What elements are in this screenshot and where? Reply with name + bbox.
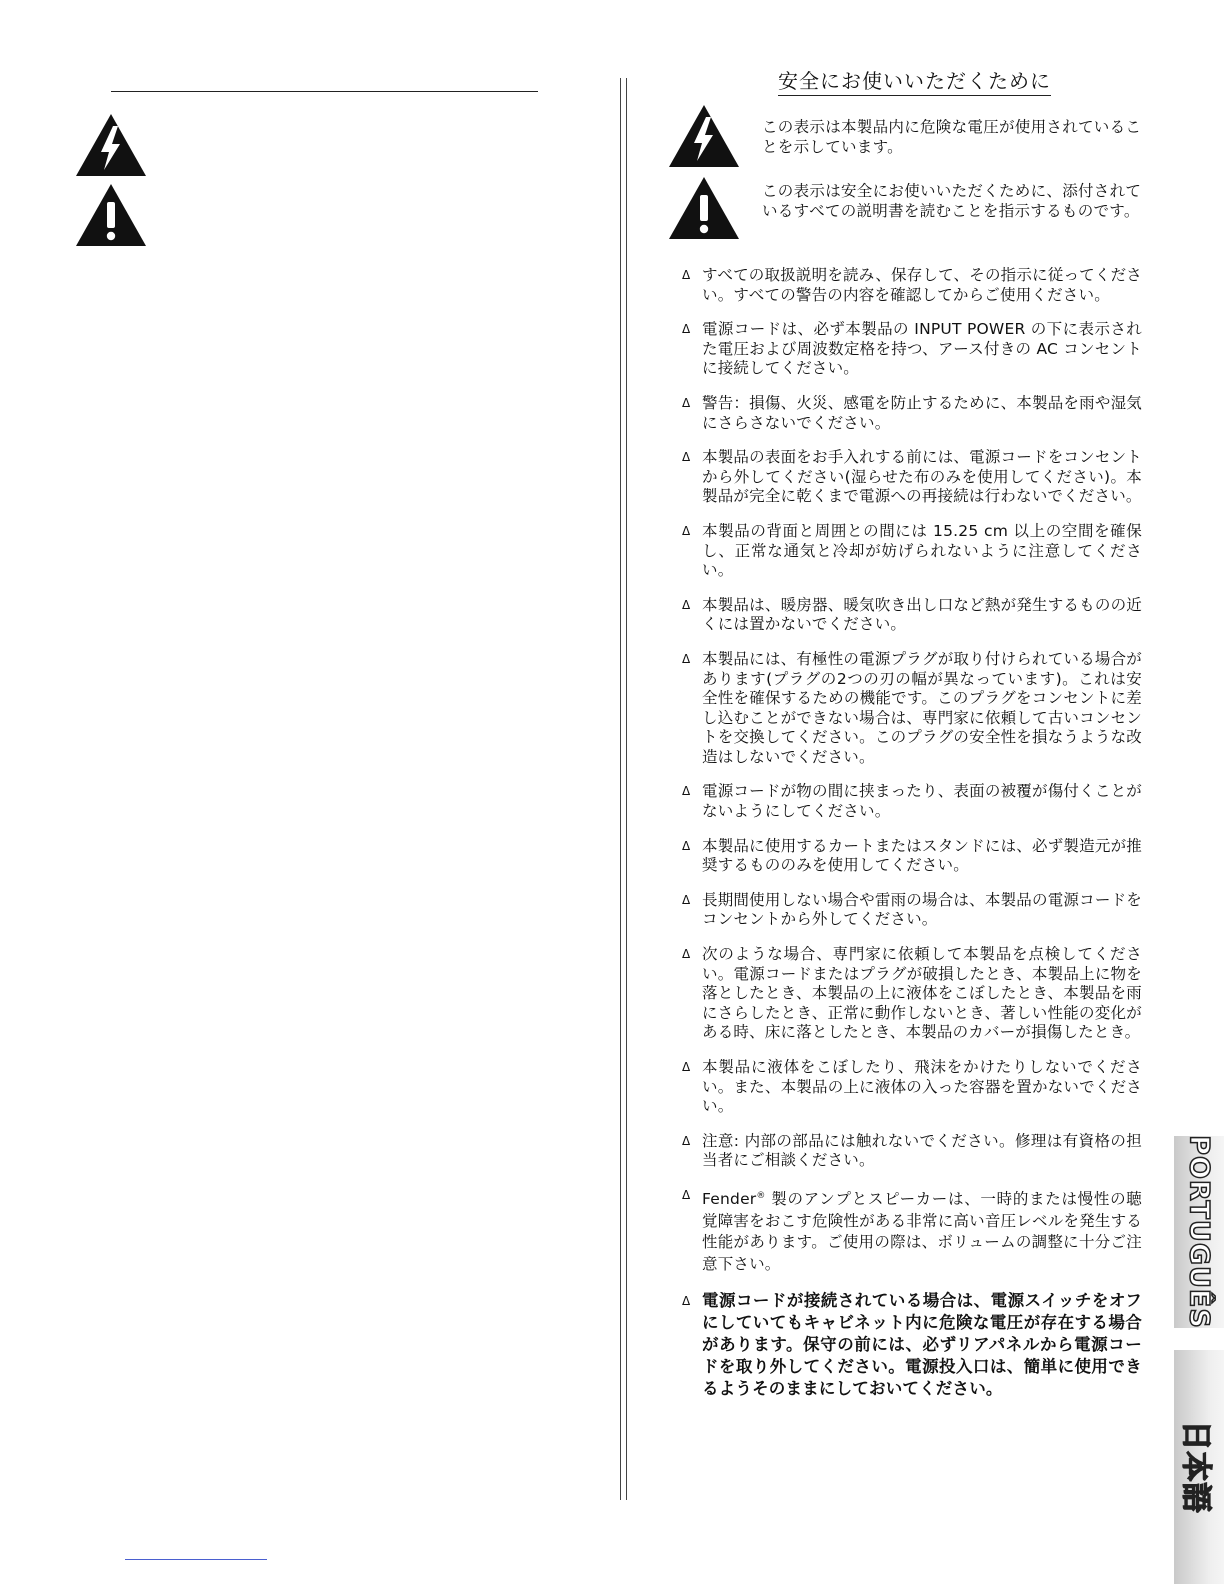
brand-name: Fender — [702, 1190, 757, 1209]
registered-mark: ® — [756, 1190, 766, 1201]
list-item: Δ 本製品の背面と周囲との間には 15.25 cm 以上の空間を確保し、正常な通気と冷却が妨げられないように注意してください。 — [682, 521, 1142, 580]
final-warning: Δ 電源コードが接続されている場合は、電源スイッチをオフにしていてもキャビネット内に危険な電圧が存在する場合があります。保守の前には、必ずリアパネルから電源コードを取り外してください。電源投入口は、簡単に使用できるようそのままにしておいてください。 — [682, 1291, 1142, 1399]
bullet-icon: Δ — [682, 395, 691, 410]
tab-portuguese[interactable] — [1174, 1136, 1224, 1328]
tab-portuguese-label: PORTUGUÊS — [1183, 1135, 1215, 1329]
list-item: Δ 長期間使用しない場合や雷雨の場合は、本製品の電源コードをコンセントから外してください。 — [682, 890, 1142, 929]
tab-japanese[interactable] — [1174, 1350, 1224, 1584]
list-item: Δ 本製品は、暖房器、暖気吹き出し口など熱が発生するものの近くには置かないでください。 — [682, 595, 1142, 634]
left-header-rule — [111, 91, 538, 92]
list-item: Δ Fender® 製のアンプとスピーカーは、一時的または慢性の聴覚障害をおこす危険性がある非常に高い音圧レベルを発生する性能があります。ご使用の際は、ボリュームの調整に十分ご注意下さい。 — [682, 1187, 1142, 1273]
tab-japanese-label: 日本語 — [1178, 1420, 1213, 1514]
bullet-icon: Δ — [682, 784, 691, 799]
column-divider — [626, 78, 627, 1500]
bullet-icon: Δ — [682, 651, 691, 666]
lightning-warning-icon — [74, 112, 148, 178]
list-item: Δ 次のような場合、専門家に依頼して本製品を点検してください。電源コードまたはプラグが破損したとき、本製品上に物を落としたとき、本製品の上に液体をこぼしたとき、本製品を雨にさらしたとき、正常に動作しないとき、著しい性能の変化がある時、床に落としたとき、本製品のカバーが損傷したとき。 — [682, 945, 1142, 1042]
lightning-warning-icon — [667, 102, 741, 170]
symbol-description: この表示は安全にお使いいただくために、添付されているすべての説明書を読むことを指示するものです。 — [762, 182, 1142, 220]
bullet-icon: Δ — [682, 322, 691, 337]
list-item: Δ 本製品の表面をお手入れする前には、電源コードをコンセントから外してください(湿らせた布のみを使用してください)。本製品が完全に乾くまで電源への再接続は行わないでください。 — [682, 448, 1142, 506]
bullet-icon: Δ — [682, 1060, 691, 1074]
list-item: Δ 本製品には、有極性の電源プラグが取り付けられている場合があります(プラグの2つの刃の幅が異なっています)。これは安全性を確保するための機能です。このプラグをコンセントに差し込むことができない場合は、専門家に依頼して古いコンセントを交換してください。このプラグの安全性を損なうような改造はしないでください。 — [682, 649, 1142, 766]
list-item: Δ 警告：損傷、火災、感電を防止するために、本製品を雨や湿気にさらさないでください。 — [682, 393, 1142, 432]
bullet-icon: Δ — [682, 268, 691, 282]
bullet-icon: Δ — [682, 892, 691, 907]
bullet-icon: Δ — [682, 1187, 691, 1202]
symbol-description: この表示は本製品内に危険な電圧が使用されていることを示しています。 — [762, 118, 1142, 156]
bullet-icon: Δ — [682, 1133, 691, 1148]
column-divider — [620, 78, 621, 1500]
bullet-icon: Δ — [682, 838, 691, 853]
list-item: Δ 電源コードは、必ず本製品の INPUT POWER の下に表示された電圧および周波数定格を持つ、アース付きの AC コンセントに接続してください。 — [682, 320, 1142, 378]
footer-rule — [125, 1559, 267, 1560]
list-item: Δ 本製品に使用するカートまたはスタンドには、必ず製造元が推奨するもののみを使用してください。 — [682, 836, 1142, 875]
bullet-icon: Δ — [682, 450, 691, 465]
list-item: Δ 本製品に液体をこぼしたり、飛沫をかけたりしないでください。また、本製品の上に液体の入った容器を置かないでください。 — [682, 1058, 1142, 1116]
list-item: Δ 注意: 内部の部品には触れないでください。修理は有資格の担当者にご相談ください。 — [682, 1131, 1142, 1170]
exclamation-warning-icon — [74, 182, 148, 248]
bullet-icon: Δ — [682, 1294, 691, 1309]
list-item: Δ すべての取扱説明を読み、保存して、その指示に従ってください。すべての警告の内容を確認してからご使用ください。 — [682, 266, 1142, 304]
safety-instructions-list — [682, 266, 1142, 1415]
page-title: 安全にお使いいただくために — [778, 68, 1051, 96]
list-item: Δ 電源コードが物の間に挟まったり、表面の被覆が傷付くことがないようにしてください。 — [682, 782, 1142, 821]
bullet-icon: Δ — [682, 947, 691, 962]
exclamation-warning-icon — [667, 174, 741, 242]
bullet-icon: Δ — [682, 597, 691, 612]
bullet-icon: Δ — [682, 523, 691, 538]
